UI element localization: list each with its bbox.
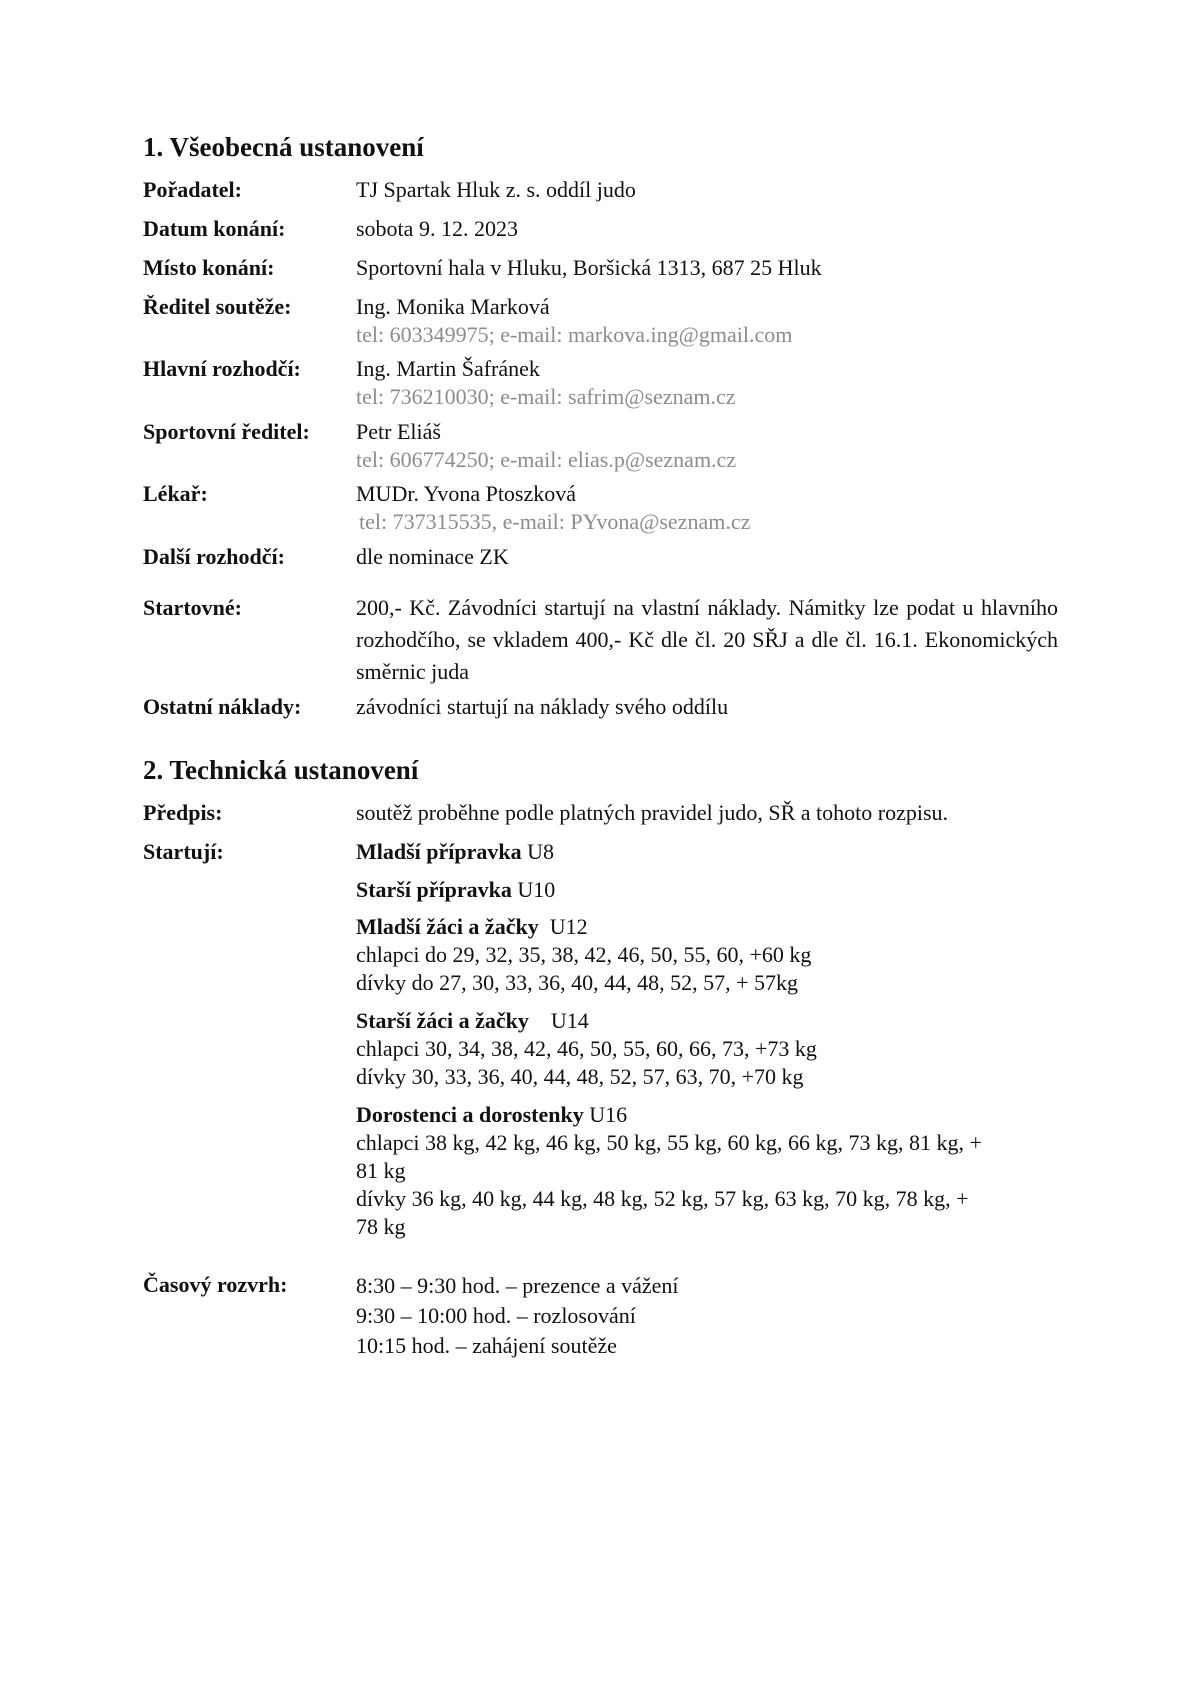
category-name: Dorostenci a dorostenky — [356, 1102, 584, 1127]
category-list — [356, 838, 1058, 1251]
value-date: sobota 9. 12. 2023 — [356, 216, 518, 241]
schedule-list — [356, 1271, 1058, 1361]
doctor-contact: tel: 737315535, e-mail: PYvona@seznam.cz — [359, 509, 751, 534]
label-doctor: Lékař: — [143, 481, 208, 506]
category-heading — [356, 876, 1058, 904]
category-code: U16 — [583, 1102, 628, 1127]
sport-director-name: Petr Eliáš — [356, 419, 441, 444]
category-name: Starší přípravka — [356, 877, 512, 902]
label-entry-fee: Startovné: — [143, 595, 242, 620]
category-block — [356, 1007, 1058, 1091]
section-heading-technical: 2. Technická ustanovení — [143, 755, 419, 785]
category-code: U10 — [511, 877, 556, 902]
weight-category-line: chlapci do 29, 32, 35, 38, 42, 46, 50, 55, 60, +60 kg — [356, 942, 812, 967]
label-venue: Místo konání: — [143, 255, 275, 280]
weight-category-line: dívky 36 kg, 40 kg, 44 kg, 48 kg, 52 kg, 57 kg, 63 kg, 70 kg, 78 kg, + — [356, 1186, 969, 1211]
category-heading — [356, 1007, 1058, 1035]
category-code: U12 — [538, 914, 588, 939]
category-heading — [356, 1101, 1058, 1129]
category-heading — [356, 838, 1058, 866]
weight-category-line: dívky do 27, 30, 33, 36, 40, 44, 48, 52, 57, + 57kg — [356, 970, 799, 995]
label-chief-referee: Hlavní rozhodčí: — [143, 356, 301, 381]
schedule-item: 10:15 hod. – zahájení soutěže — [356, 1333, 617, 1358]
weight-category-line: 78 kg — [356, 1214, 406, 1239]
category-block — [356, 1101, 1058, 1241]
value-other-referees: dle nominace ZK — [356, 544, 509, 569]
category-name: Starší žáci a žačky — [356, 1008, 529, 1033]
chief-referee-contact: tel: 736210030; e-mail: safrim@seznam.cz — [356, 384, 736, 409]
chief-referee-name: Ing. Martin Šafránek — [356, 356, 540, 381]
schedule-item: 9:30 – 10:00 hod. – rozlosování — [356, 1303, 636, 1328]
category-block — [356, 838, 1058, 866]
weight-category-line: chlapci 38 kg, 42 kg, 46 kg, 50 kg, 55 kg, 60 kg, 66 kg, 73 kg, 81 kg, + — [356, 1130, 982, 1155]
director-name: Ing. Monika Marková — [356, 294, 550, 319]
label-schedule: Časový rozvrh: — [143, 1272, 288, 1297]
category-name: Mladší přípravka — [356, 839, 522, 864]
label-rules: Předpis: — [143, 800, 223, 825]
category-block — [356, 876, 1058, 904]
weight-category-line: chlapci 30, 34, 38, 42, 46, 50, 55, 60, 66, 73, +73 kg — [356, 1036, 817, 1061]
label-date: Datum konání: — [143, 216, 286, 241]
label-director: Ředitel soutěže: — [143, 294, 292, 319]
director-contact: tel: 603349975; e-mail: markova.ing@gmail.com — [356, 322, 793, 347]
schedule-item: 8:30 – 9:30 hod. – prezence a vážení — [356, 1273, 679, 1298]
category-block — [356, 913, 1058, 997]
value-entry-fee: 200,- Kč. Závodníci startují na vlastní náklady. Námitky lze podat u hlavního rozhodčího, se vkladem 400,- Kč dle čl. 20 SŘJ a dle čl. 16.1. Ekonomických směrnic juda — [356, 595, 1058, 684]
section-heading-general: 1. Všeobecná ustanovení — [143, 132, 424, 162]
sport-director-contact: tel: 606774250; e-mail: elias.p@seznam.cz — [356, 447, 737, 472]
label-organizer: Pořadatel: — [143, 177, 242, 202]
category-heading — [356, 913, 1058, 941]
weight-category-line: 81 kg — [356, 1158, 406, 1183]
value-venue: Sportovní hala v Hluku, Boršická 1313, 687 25 Hluk — [356, 255, 822, 280]
value-other-costs: závodníci startují na náklady svého oddílu — [356, 694, 729, 719]
category-name: Mladší žáci a žačky — [356, 914, 539, 939]
weight-category-line: dívky 30, 33, 36, 40, 44, 48, 52, 57, 63, 70, +70 kg — [356, 1064, 804, 1089]
label-other-referees: Další rozhodčí: — [143, 544, 285, 569]
category-code: U8 — [521, 839, 555, 864]
value-organizer: TJ Spartak Hluk z. s. oddíl judo — [356, 177, 636, 202]
label-sport-director: Sportovní ředitel: — [143, 419, 310, 444]
label-categories: Startují: — [143, 839, 224, 864]
category-code: U14 — [528, 1008, 589, 1033]
value-rules: soutěž proběhne podle platných pravidel judo, SŘ a tohoto rozpisu. — [356, 800, 949, 825]
label-other-costs: Ostatní náklady: — [143, 694, 302, 719]
doctor-name: MUDr. Yvona Ptoszková — [356, 481, 577, 506]
